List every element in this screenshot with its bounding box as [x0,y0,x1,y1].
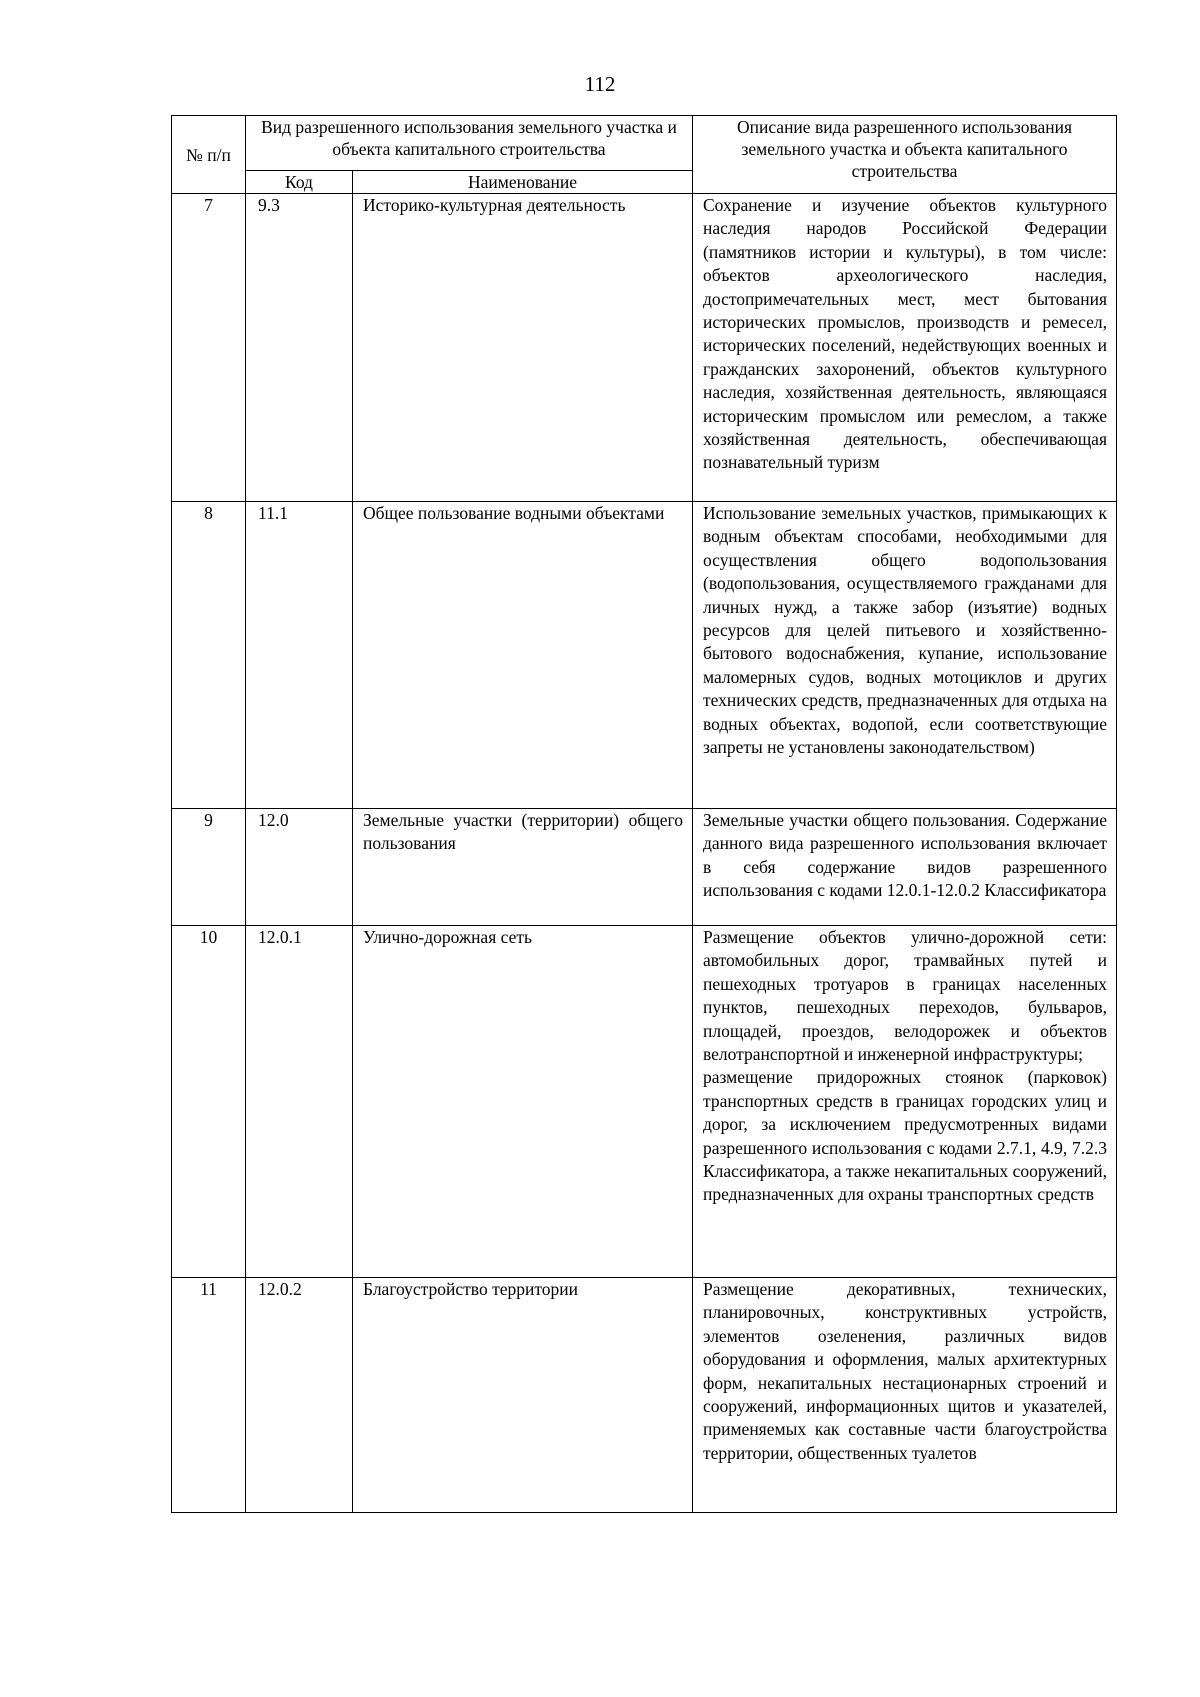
row-name: Земельные участки (территории) общего пользования [353,809,693,926]
land-use-table [171,115,1117,1513]
table-row [172,502,1117,809]
header-name: Наименование [353,171,693,194]
row-name: Благоустройство территории [353,1278,693,1513]
row-num: 8 [172,502,246,809]
header-kind-group: Вид разрешенного использования земельного участка и объекта капитального строительства [246,116,693,171]
header-description: Описание вида разрешенного использования земельного участка и объекта капитального строительства [693,116,1117,194]
row-num: 10 [172,926,246,1278]
header-code: Код [246,171,353,194]
table-row [172,926,1117,1278]
table-row [172,194,1117,502]
row-num: 7 [172,194,246,502]
table-row [172,1278,1117,1513]
page-number: 112 [584,72,616,96]
row-description: Сохранение и изучение объектов культурного наследия народов Российской Федерации (памятников истории и культуры), в том числе: объектов археологического наследия, достопримечательных мест, мест бытования исторических промыслов, производств и ремесел, исторических поселений, недействующих военных и гражданских захоронений, объектов культурного наследия, хозяйственная деятельность, являющаяся историческим промыслом или ремеслом, а также хозяйственная деятельность, обеспечивающая познавательный туризм [693,194,1117,502]
row-name: Общее пользование водными объектами [353,502,693,809]
row-description [693,926,1117,1278]
row-description: Земельные участки общего пользования. Содержание данного вида разрешенного использования включает в себя содержание видов разрешенного использования с кодами 12.0.1-12.0.2 Классификатора [693,809,1117,926]
row-description: Размещение декоративных, технических, планировочных, конструктивных устройств, элементов озеленения, различных видов оборудования и оформления, малых архитектурных форм, некапитальных нестационарных строений и сооружений, информационных щитов и указателей, применяемых как составные части благоустройства территории, общественных туалетов [693,1278,1117,1513]
row-name: Историко-культурная деятельность [353,194,693,502]
row-num: 9 [172,809,246,926]
row-code: 12.0.2 [246,1278,353,1513]
row-code: 12.0 [246,809,353,926]
row-description-part: размещение придорожных стоянок (парковок) транспортных средств в границах городских улиц и дорог, за исключением предусмотренных видами разрешенного использования с кодами 2.7.1, 4.9, 7.2.3 Классификатора, а также некапитальных сооружений, предназначенных для охраны транспортных средств [703,1067,1107,1205]
row-code: 12.0.1 [246,926,353,1278]
row-code: 11.1 [246,502,353,809]
row-name: Улично-дорожная сеть [353,926,693,1278]
row-description: Использование земельных участков, примыкающих к водным объектам способами, необходимыми для осуществления общего водопользования (водопользования, осуществляемого гражданами для личных нужд, а также забор (изъятие) водных ресурсов для целей питьевого и хозяйственно-бытового водоснабжения, купание, использование маломерных судов, водных мотоциклов и других технических средств, предназначенных для отдыха на водных объектах, водопой, если соответствующие запреты не установлены законодательством) [693,502,1117,809]
row-code: 9.3 [246,194,353,502]
header-num: № п/п [172,116,246,194]
row-num: 11 [172,1278,246,1513]
row-description-part: Размещение объектов улично-дорожной сети: автомобильных дорог, трамвайных путей и пешеходных тротуаров в границах населенных пунктов, пешеходных переходов, бульваров, площадей, проездов, велодорожек и объектов велотранспортной и инженерной инфраструктуры; [703,927,1107,1065]
table-row [172,809,1117,926]
